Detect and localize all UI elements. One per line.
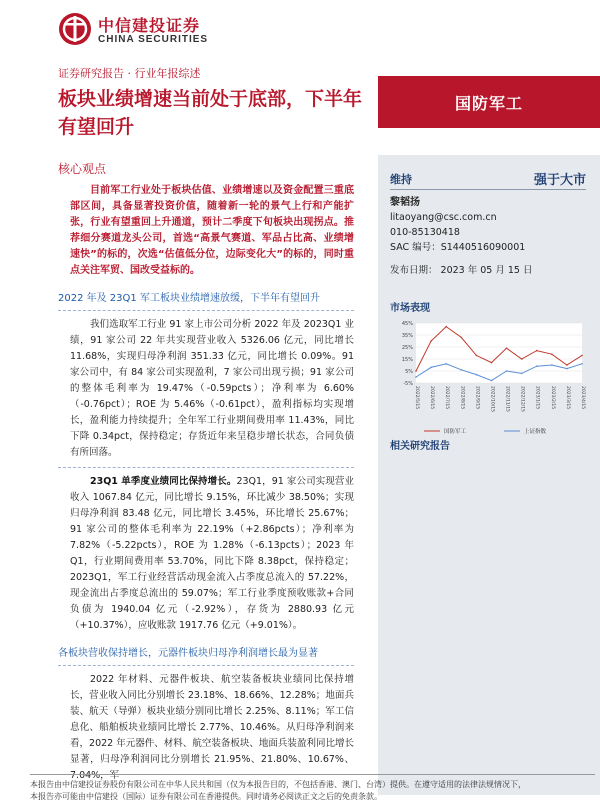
chart-x-tick-label: 2022/8/15 xyxy=(459,386,465,410)
chart-point xyxy=(415,376,417,378)
chart-legend-label: 上证指数 xyxy=(524,429,547,435)
chart-point xyxy=(491,362,493,364)
chart-point xyxy=(566,364,568,366)
section-subhead: 2022 年及 23Q1 军工板块业绩增速放缓，下半年有望回升 xyxy=(58,293,320,304)
chart-point xyxy=(430,367,432,369)
chart-point xyxy=(460,369,462,371)
paragraph xyxy=(58,672,354,784)
chart-point xyxy=(445,363,447,365)
chart-y-tick-label: 5% xyxy=(405,369,413,375)
sector-tag: 国防军工 xyxy=(378,76,600,128)
core-view-text: 目前军工行业处于板块估值、业绩增速以及资金配置三重底部区间，具备显著投资价值，随着新一轮的景气上行和产能扩张，行业有望重回上升通道，预计二季度下旬板块出现拐点。推荐细分赛道龙头公司，首选“高景气赛道、军品占比高、业绩增速快”的标的，次选“估值低分位，边际变化大”的标的，同时重点关注军贸、国改受益标的。 xyxy=(70,185,354,276)
chart-x-tick-label: 2023/2/15 xyxy=(549,386,555,410)
sidebar xyxy=(378,155,600,795)
rating-value: 强于大市 xyxy=(533,173,586,188)
chart-x-tick-label: 2022/10/15 xyxy=(489,386,495,412)
market-performance-chart xyxy=(386,315,596,445)
chart-point xyxy=(536,365,538,367)
company-logo xyxy=(58,10,228,50)
analyst-email[interactable]: litaoyang@csc.com.cn xyxy=(390,212,497,223)
disclaimer-footer xyxy=(30,774,595,803)
analyst-phone: 010-85130418 xyxy=(390,227,460,238)
logo-name-cn: 中信建投证券 xyxy=(98,16,201,35)
related-reports-title: 相关研究报告 xyxy=(390,441,450,452)
paragraph xyxy=(58,474,354,634)
logo-name-en: CHINA SECURITIES xyxy=(98,34,209,45)
chart-x-tick-label: 2022/9/15 xyxy=(474,386,480,410)
rating-row xyxy=(390,171,586,190)
analyst-sac: SAC 编号：S1440516090001 xyxy=(390,242,526,253)
paragraph-text: 23Q1，91 家公司实现营业收入 1067.84 亿元，同比增长 9.15%，环比减少 38.50%；实现归母净利润 83.48 亿元，同比增长 3.45%，环比增长 25.67%；91 家公司的整体毛利率为 22.19%（+2.86pcts）；净利率为 7.82%（-5.22pcts），ROE 为 1.28%（-6.13pcts）；2023 年 Q1，行业期间费用率 53.70%，同比下降 8.38pct，保持稳定；2023Q1，军工行业经营活动现金流入占季度总流入的 57.22%，现金流出占季度总流出的 59.07%；军工行业季度预收账款+合同负债为 1940.04 亿元（-2.92%），存货为 2880.93 亿元（+10.37%），应收账款 1917.76 亿元（+9.01%）。 xyxy=(70,476,354,631)
chart-point xyxy=(566,368,568,370)
rating-label: 维持 xyxy=(390,173,412,186)
paragraph-lead: 23Q1 单季度业绩同比保持增长。 xyxy=(90,476,237,487)
main-content xyxy=(58,160,354,790)
paragraph-text: 2022 年材料、元器件板块、航空装备板块业绩同比保持增长，营业收入同比分别增长 23.18%、18.66%、12.28%；地面兵装、航天（导弹）板块业绩分别同比增长 2.25%、8.11%；军工信息化、船舶板块业绩同比增长 2.77%、10.46%。从归母净利润来看，2022 年元器件、材料、航空装备板块、地面兵装盈利同比增长显著，归母净利润同比分别增长 21.95%、21.80%、10.67%、7.04%，军 xyxy=(70,674,354,781)
chart-point xyxy=(460,337,462,339)
chart-point xyxy=(445,326,447,328)
chart-point xyxy=(521,373,523,375)
chart-y-tick-label: 45% xyxy=(401,321,413,327)
chart-point xyxy=(581,363,583,365)
market-performance-title: 市场表现 xyxy=(390,303,430,314)
divider xyxy=(58,665,354,666)
chart-point xyxy=(551,353,553,355)
publish-date: 发布日期： 2023 年 05 月 15 日 xyxy=(390,265,533,276)
section-subhead: 各板块营收保持增长，元器件板块归母净利润增长最为显著 xyxy=(58,648,318,659)
chart-y-tick-label: 35% xyxy=(401,333,413,339)
chart-x-tick-label: 2022/5/15 xyxy=(414,386,419,410)
chart-point xyxy=(506,370,508,372)
chart-y-tick-label: 25% xyxy=(401,345,413,351)
analyst-info xyxy=(390,195,586,278)
chart-point xyxy=(581,355,583,357)
paragraph xyxy=(58,317,354,461)
report-title: 板块业绩增速当前处于底部，下半年有望回升 xyxy=(58,88,363,138)
logo-emblem-icon xyxy=(58,12,92,46)
chart-point xyxy=(415,370,417,372)
chart-x-tick-label: 2023/4/15 xyxy=(580,386,585,410)
chart-legend-label: 国防军工 xyxy=(444,429,467,435)
disclaimer-line: 本报告由中信建投证券股份有限公司在中华人民共和国（仅为本报告目的，不包括香港、澳门、台湾）提供。在遵守适用的法律法规情况下， xyxy=(30,780,526,789)
paragraph-text: 我们选取军工行业 91 家上市公司分析 2022 年及 2023Q1 业绩，91 家公司 22 年共实现营业收入 5326.06 亿元，同比增长 11.68%，实现归母净利润 351.33 亿元，同比增长 0.09%。91 家公司中，有 84 家公司实现盈利，7 家公司出现亏损；91 家公司的整体毛利率为 19.47%（-0.59pcts）；净利率为 6.60%（-0.76pct）；ROE 为 5.46%（-0.61pct），盈利指标均实现增长，盈利能力持续提升；全年军工行业期间费用率 11.43%，同比下降 0.34pct，保持稳定；存货近年来呈稳步增长状态，合同负债有所回落。 xyxy=(70,319,354,458)
chart-y-tick-label: -5% xyxy=(403,381,413,387)
chart-point xyxy=(536,350,538,352)
core-view-heading: 核心观点 xyxy=(58,162,107,176)
chart-point xyxy=(521,358,523,360)
analyst-name: 黎韬扬 xyxy=(390,197,420,208)
chart-point xyxy=(506,347,508,349)
chart-point xyxy=(491,380,493,382)
chart-point xyxy=(430,340,432,342)
chart-x-tick-label: 2023/3/15 xyxy=(564,386,570,410)
chart-point xyxy=(476,355,478,357)
report-category: 证券研究报告 · 行业年报综述 xyxy=(58,67,201,80)
chart-y-tick-label: 15% xyxy=(401,357,413,363)
chart-x-tick-label: 2022/7/15 xyxy=(444,386,450,410)
disclaimer-line: 本报告亦可能由中信建投（国际）证券有限公司在香港提供。同时请务必阅读正文之后的免责条款。 xyxy=(30,792,382,801)
chart-point xyxy=(551,364,553,366)
chart-x-tick-label: 2023/1/15 xyxy=(534,386,540,410)
divider xyxy=(58,467,354,468)
chart-point xyxy=(476,374,478,376)
chart-x-tick-label: 2022/12/15 xyxy=(519,386,525,412)
divider xyxy=(58,310,354,311)
chart-x-tick-label: 2022/6/15 xyxy=(429,386,435,410)
chart-x-tick-label: 2022/11/15 xyxy=(504,386,510,412)
